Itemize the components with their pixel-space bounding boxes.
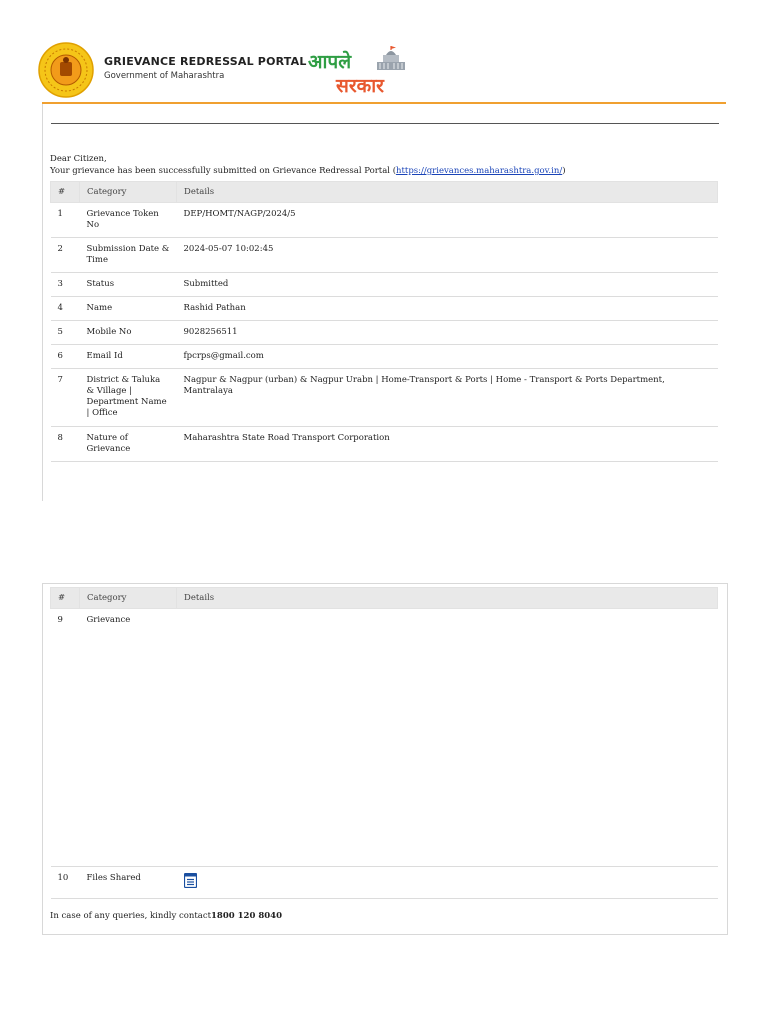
table-row-location-department	[51, 369, 718, 427]
row-category: Name	[80, 297, 177, 321]
portal-link[interactable]: https://grievances.maharashtra.gov.in/	[396, 166, 563, 176]
document-file-icon[interactable]	[184, 873, 197, 888]
row-details: 2024-05-07 10:02:45	[177, 238, 718, 273]
row-details: Submitted	[177, 273, 718, 297]
row-details: 9028256511	[177, 321, 718, 345]
row-number: 6	[51, 345, 80, 369]
col-header-details: Details	[177, 588, 718, 609]
row-category: Status	[80, 273, 177, 297]
aaple-sarkar-logo	[306, 46, 406, 100]
portal-header	[38, 40, 728, 102]
helpline-number: 1800 120 8040	[211, 911, 282, 921]
row-number: 10	[51, 867, 80, 899]
portal-subtitle: Government of Maharashtra	[104, 71, 225, 81]
table-row-token	[51, 203, 718, 238]
contact-note: In case of any queries, kindly contact1800 120 8040	[50, 911, 282, 921]
table-row-status	[51, 273, 718, 297]
row-number: 2	[51, 238, 80, 273]
table-row-nature	[51, 427, 718, 462]
row-category: Grievance	[80, 609, 177, 867]
row-details: Nagpur & Nagpur (urban) & Nagpur Urabn | Home-Transport & Ports | Home - Transport & Ports Department, Mantralaya	[177, 369, 718, 427]
table-header-row	[51, 182, 718, 203]
maharashtra-emblem-icon	[38, 42, 94, 98]
row-category: Mobile No	[80, 321, 177, 345]
table-row-files	[51, 867, 718, 899]
col-header-number: #	[51, 182, 80, 203]
row-category: Submission Date & Time	[80, 238, 177, 273]
row-category: Nature of Grievance	[80, 427, 177, 462]
table-row-grievance	[51, 609, 718, 867]
table-row-name	[51, 297, 718, 321]
row-details: DEP/HOMT/NAGP/2024/5	[177, 203, 718, 238]
logo-text-aaple: आपले	[308, 51, 352, 73]
row-category: Grievance Token No	[80, 203, 177, 238]
grievance-text	[177, 609, 718, 867]
row-number: 8	[51, 427, 80, 462]
grievance-detail-table	[50, 587, 718, 899]
grievance-summary-table	[50, 181, 718, 462]
table-row-email	[51, 345, 718, 369]
table-row-mobile	[51, 321, 718, 345]
greeting-block	[50, 153, 566, 177]
table-row-submission-date	[51, 238, 718, 273]
col-header-number: #	[51, 588, 80, 609]
row-number: 9	[51, 609, 80, 867]
portal-title: GRIEVANCE REDRESSAL PORTAL	[104, 55, 307, 68]
mantralaya-icon	[374, 46, 408, 74]
row-number: 3	[51, 273, 80, 297]
row-number: 5	[51, 321, 80, 345]
row-number: 4	[51, 297, 80, 321]
row-details: Maharashtra State Road Transport Corporation	[177, 427, 718, 462]
row-details: fpcrps@gmail.com	[177, 345, 718, 369]
col-header-category: Category	[80, 182, 177, 203]
logo-text-sarkar: सरकार	[336, 75, 384, 97]
greeting-salutation: Dear Citizen,	[50, 154, 107, 164]
table-header-row	[51, 588, 718, 609]
col-header-details: Details	[177, 182, 718, 203]
row-number: 7	[51, 369, 80, 427]
row-category: Email Id	[80, 345, 177, 369]
row-number: 1	[51, 203, 80, 238]
row-details	[177, 867, 718, 899]
row-category: Files Shared	[80, 867, 177, 899]
panel-rule	[51, 123, 719, 124]
col-header-category: Category	[80, 588, 177, 609]
row-category: District & Taluka & Village | Department Name | Office	[80, 369, 177, 427]
row-details: Rashid Pathan	[177, 297, 718, 321]
greeting-message: Your grievance has been successfully submitted on Grievance Redressal Portal (https://grievances.maharashtra.gov.in/)	[50, 166, 566, 176]
